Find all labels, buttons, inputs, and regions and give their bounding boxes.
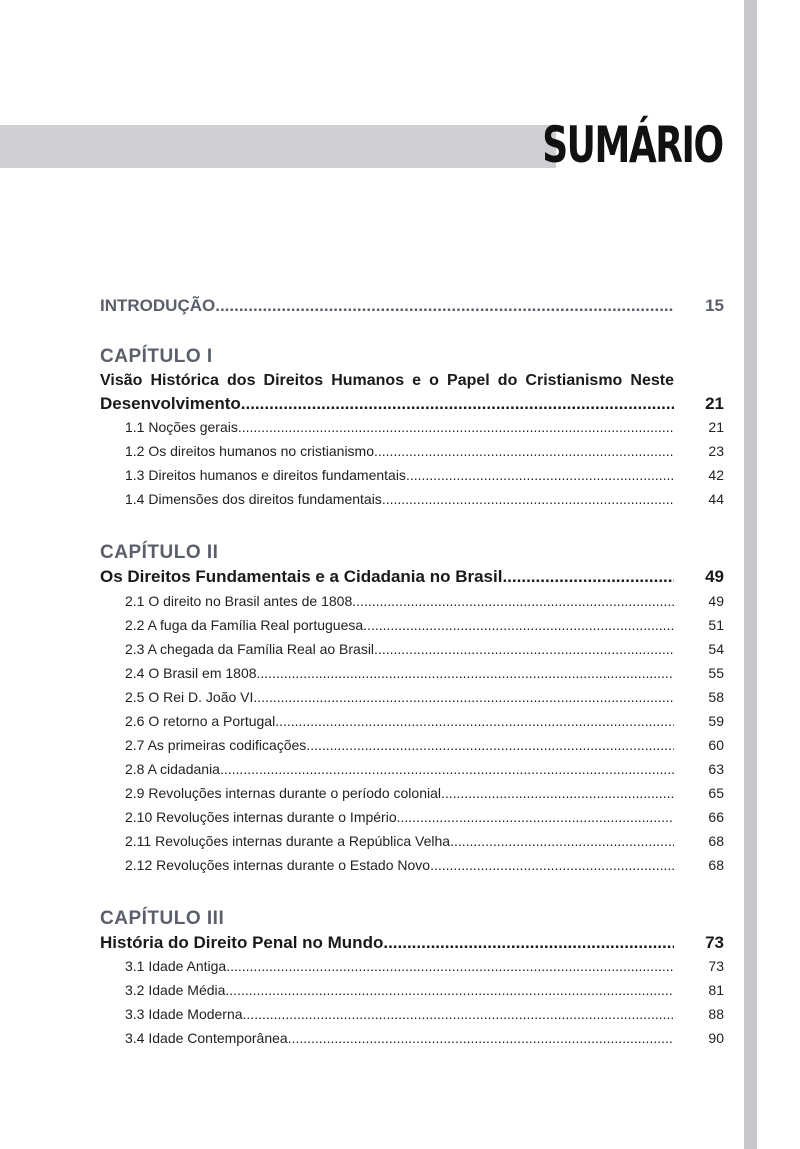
- dot-leader: [383, 933, 674, 953]
- toc-section-page: 68: [708, 833, 724, 849]
- toc-section-2-4[interactable]: [125, 665, 724, 681]
- toc-section-2-10[interactable]: [125, 809, 724, 825]
- toc-section-page: 88: [708, 1006, 724, 1022]
- toc-section-2-3[interactable]: [125, 641, 724, 657]
- toc-section-2-7[interactable]: [125, 737, 724, 753]
- toc-section-2-8[interactable]: [125, 761, 724, 777]
- toc-section-page: 54: [708, 641, 724, 657]
- toc-section-label: 2.2 A fuga da Família Real portuguesa: [125, 617, 364, 633]
- toc-section-label: 3.1 Idade Antiga: [125, 958, 227, 974]
- dot-leader: [430, 857, 674, 873]
- toc-entry-page: 15: [705, 296, 724, 315]
- toc-section-label: 2.10 Revoluções internas durante o Império: [125, 809, 397, 825]
- toc-section-page: 42: [708, 467, 724, 483]
- toc-section-page: 63: [708, 761, 724, 777]
- dot-leader: [243, 1006, 674, 1022]
- toc-section-3-3[interactable]: [125, 1006, 724, 1022]
- dot-leader: [374, 443, 674, 459]
- chapter-title-1-line1: Visão Histórica dos Direitos Humanos e o Papel do Cristianismo Neste: [100, 372, 674, 389]
- dot-leader: [502, 567, 674, 587]
- toc-entry-introducao[interactable]: [100, 296, 724, 316]
- dot-leader: [226, 958, 674, 974]
- toc-section-label: 2.9 Revoluções internas durante o período colonial: [125, 785, 441, 801]
- toc-section-2-6[interactable]: [125, 713, 724, 729]
- chapter-heading-1: CAPÍTULO I: [100, 346, 213, 367]
- toc-section-3-2[interactable]: [125, 982, 724, 998]
- dot-leader: [225, 982, 674, 998]
- toc-section-label: 1.2 Os direitos humanos no cristianismo: [125, 443, 374, 459]
- toc-section-label: 1.4 Dimensões dos direitos fundamentais: [125, 491, 382, 507]
- toc-section-label: 2.12 Revoluções internas durante o Estado Novo: [125, 857, 431, 873]
- dot-leader: [306, 737, 674, 753]
- toc-section-page: 51: [708, 617, 724, 633]
- toc-section-page: 66: [708, 809, 724, 825]
- dot-leader: [450, 833, 674, 849]
- title-band: [0, 125, 556, 168]
- toc-section-3-4[interactable]: [125, 1030, 724, 1046]
- page-title: SUMÁRIO: [542, 116, 723, 174]
- toc-section-label: 3.2 Idade Média: [125, 982, 226, 998]
- toc-section-2-2[interactable]: [125, 617, 724, 633]
- toc-entry-page: 73: [705, 933, 724, 952]
- toc-section-label: 2.11 Revoluções internas durante a República Velha: [125, 833, 451, 849]
- toc-section-label: 2.5 O Rei D. João VI: [125, 689, 254, 705]
- toc-section-page: 73: [708, 958, 724, 974]
- dot-leader: [215, 296, 674, 316]
- toc-entry-page: 21: [705, 394, 724, 413]
- dot-leader: [374, 641, 674, 657]
- dot-leader: [257, 665, 674, 681]
- toc-section-2-1[interactable]: [125, 593, 724, 609]
- toc-section-label: 3.4 Idade Contemporânea: [125, 1030, 288, 1046]
- toc-section-1-4[interactable]: [125, 491, 724, 507]
- toc-entry-chapter-3[interactable]: [100, 933, 724, 953]
- toc-entry-chapter-2[interactable]: [100, 567, 724, 587]
- toc-section-page: 44: [708, 491, 724, 507]
- toc-section-label: 3.3 Idade Moderna: [125, 1006, 243, 1022]
- dot-leader: [238, 419, 674, 435]
- toc-section-label: 2.1 O direito no Brasil antes de 1808: [125, 593, 353, 609]
- dot-leader: [288, 1030, 674, 1046]
- toc-section-label: 2.4 O Brasil em 1808: [125, 665, 257, 681]
- page-edge-strip: [744, 0, 757, 1149]
- toc-section-label: 1.3 Direitos humanos e direitos fundamentais: [125, 467, 406, 483]
- toc-section-label: 2.6 O retorno a Portugal: [125, 713, 276, 729]
- toc-section-page: 21: [708, 419, 724, 435]
- toc-section-page: 58: [708, 689, 724, 705]
- dot-leader: [275, 713, 674, 729]
- toc-section-2-11[interactable]: [125, 833, 724, 849]
- dot-leader: [441, 785, 674, 801]
- toc-entry-label: Os Direitos Fundamentais e a Cidadania no Brasil: [100, 567, 503, 586]
- toc-section-1-3[interactable]: [125, 467, 724, 483]
- toc-section-page: 90: [708, 1030, 724, 1046]
- toc-section-page: 55: [708, 665, 724, 681]
- dot-leader: [397, 809, 674, 825]
- toc-section-label: 2.7 As primeiras codificações: [125, 737, 307, 753]
- toc-section-page: 65: [708, 785, 724, 801]
- toc-entry-label: História do Direito Penal no Mundo: [100, 933, 384, 952]
- toc-entry-label: INTRODUÇÃO: [100, 296, 216, 315]
- toc-section-2-5[interactable]: [125, 689, 724, 705]
- toc-section-2-12[interactable]: [125, 857, 724, 873]
- dot-leader: [220, 761, 674, 777]
- toc-entry-chapter-1[interactable]: [100, 394, 724, 414]
- toc-section-label: 1.1 Noções gerais: [125, 419, 238, 435]
- toc-section-page: 23: [708, 443, 724, 459]
- toc-section-2-9[interactable]: [125, 785, 724, 801]
- toc-entry-page: 49: [705, 567, 724, 586]
- dot-leader: [253, 689, 674, 705]
- toc-section-page: 68: [708, 857, 724, 873]
- dot-leader: [406, 467, 674, 483]
- toc-section-page: 59: [708, 713, 724, 729]
- toc-section-3-1[interactable]: [125, 958, 724, 974]
- toc-section-1-2[interactable]: [125, 443, 724, 459]
- dot-leader: [241, 394, 674, 414]
- toc-section-label: 2.8 A cidadania: [125, 761, 220, 777]
- chapter-heading-2: CAPÍTULO II: [100, 542, 219, 563]
- toc-section-1-1[interactable]: [125, 419, 724, 435]
- dot-leader: [382, 491, 674, 507]
- dot-leader: [363, 617, 674, 633]
- toc-section-page: 60: [708, 737, 724, 753]
- chapter-heading-3: CAPÍTULO III: [100, 908, 225, 929]
- toc-entry-label: Desenvolvimento: [100, 394, 241, 413]
- dot-leader: [352, 593, 674, 609]
- toc-section-page: 81: [708, 982, 724, 998]
- toc-section-label: 2.3 A chegada da Família Real ao Brasil: [125, 641, 375, 657]
- toc-section-page: 49: [708, 593, 724, 609]
